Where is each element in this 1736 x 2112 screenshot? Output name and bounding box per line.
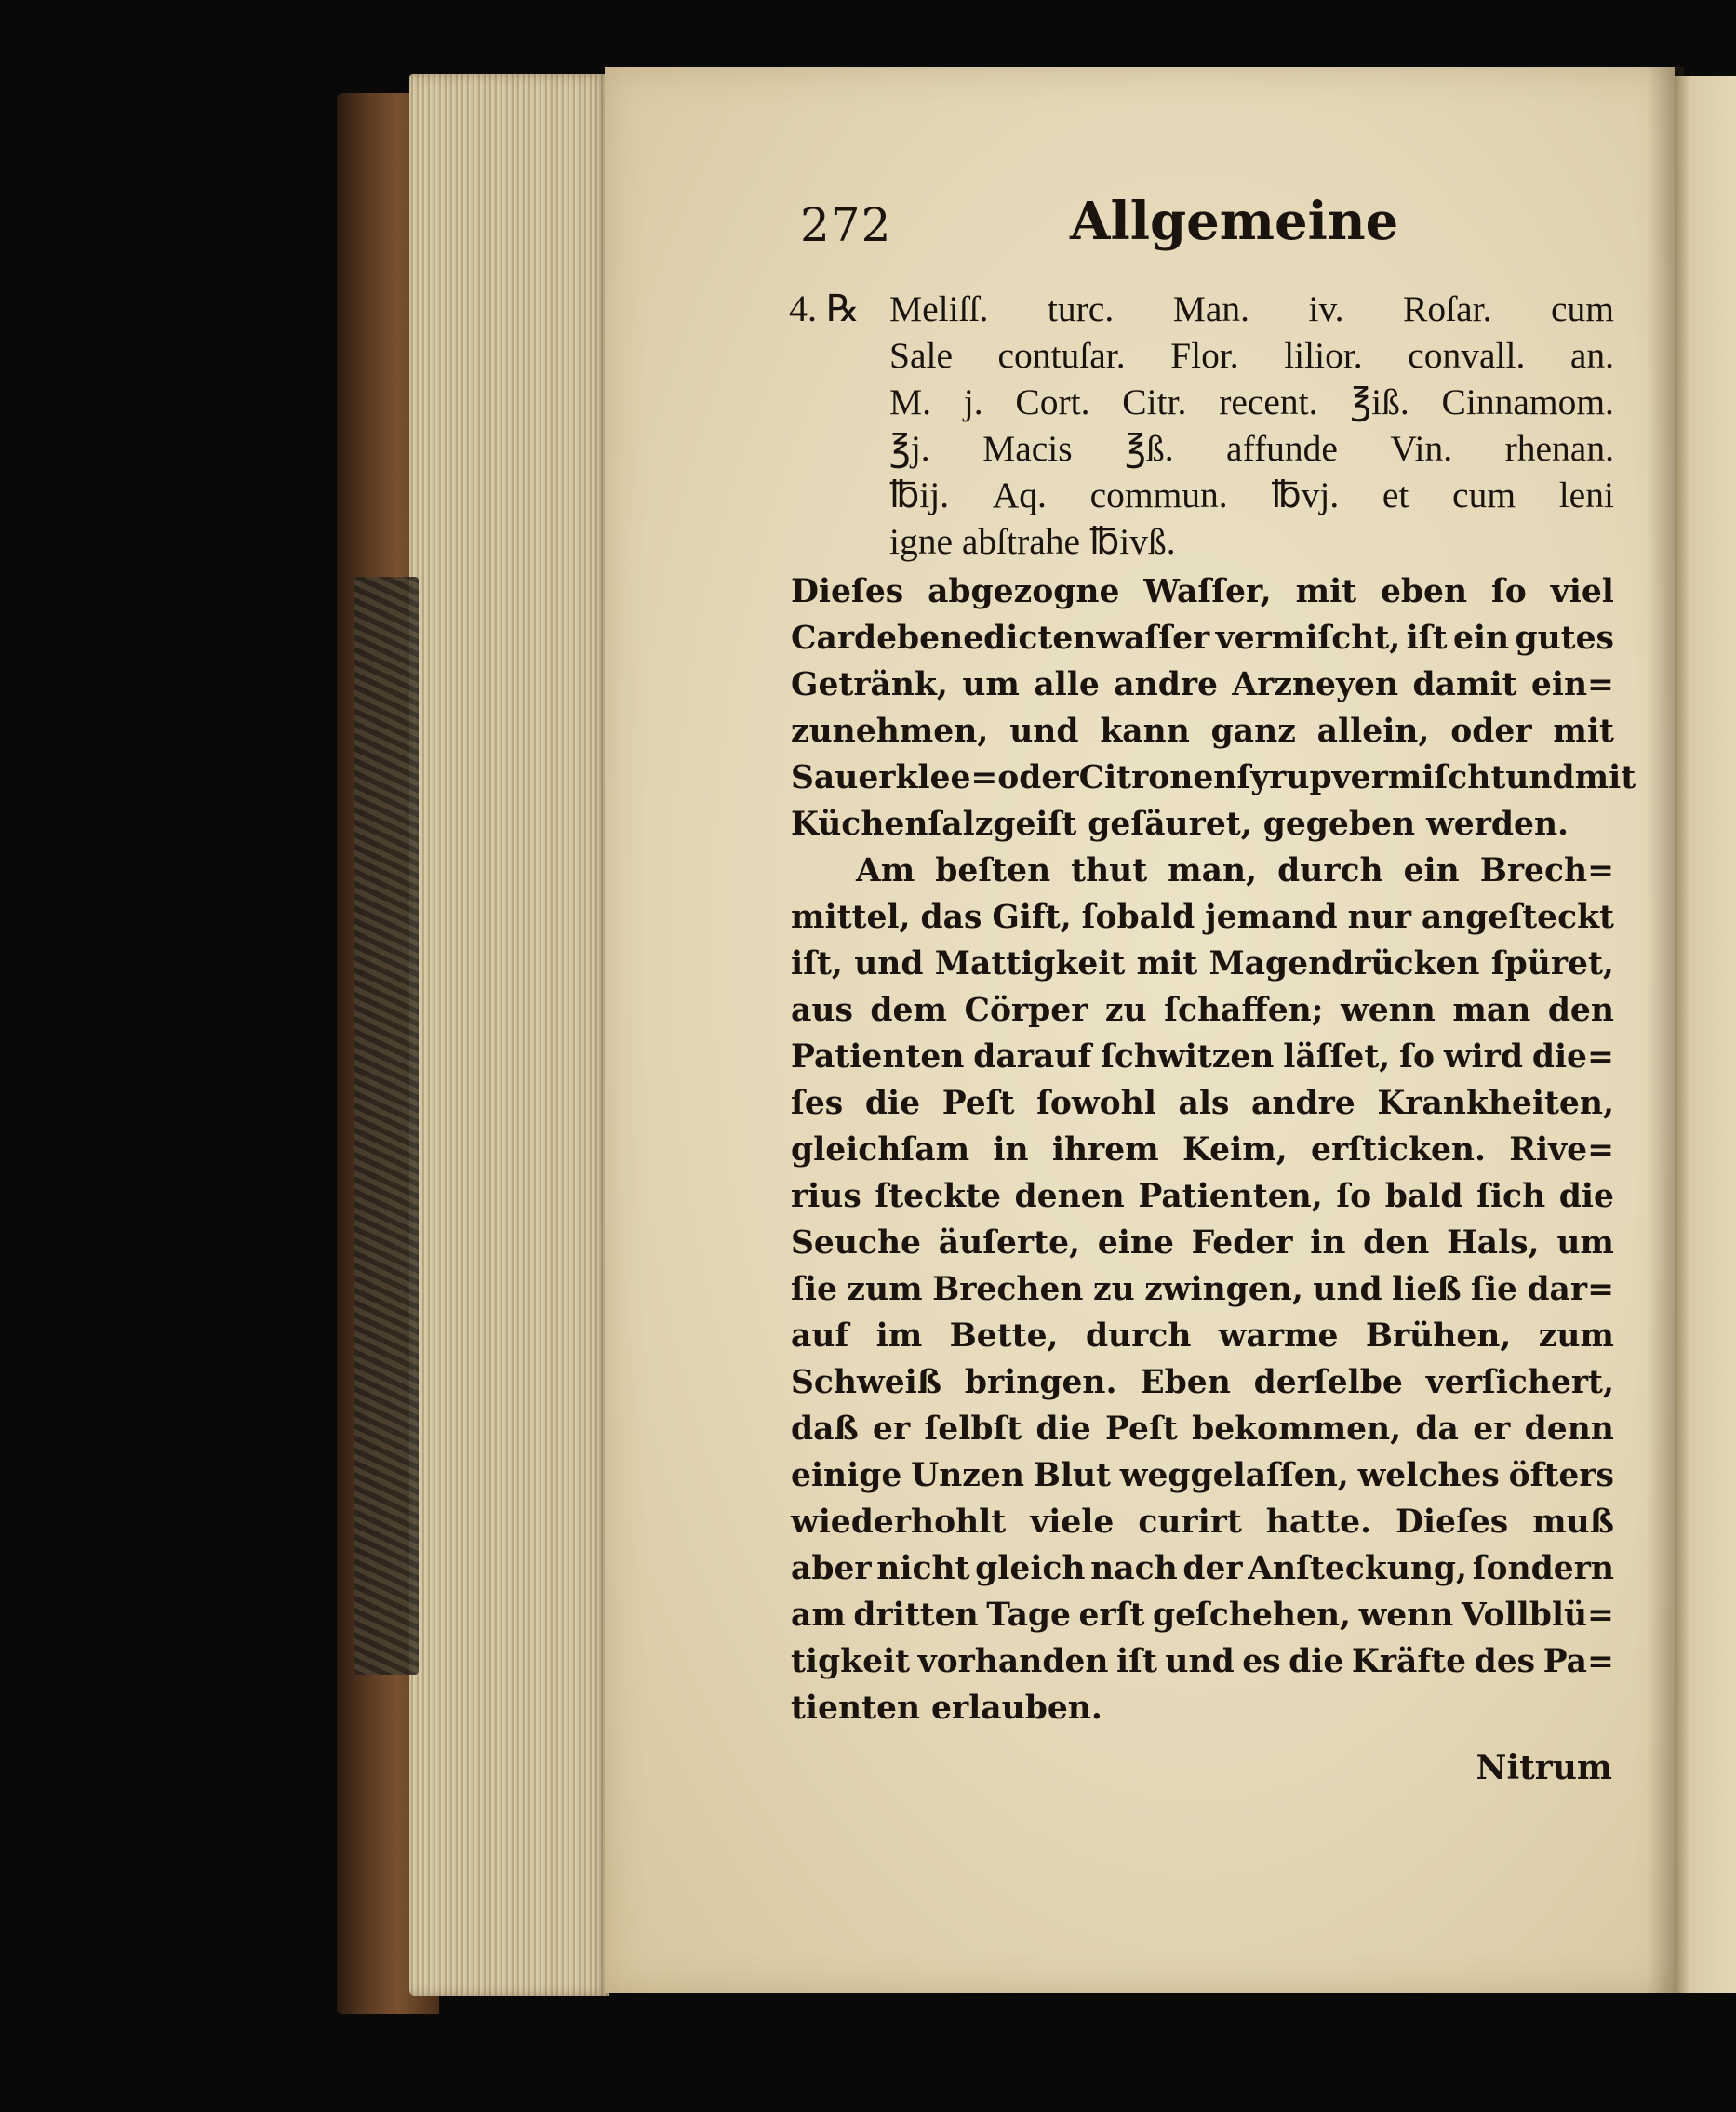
text-line: Sale contuſar. Flor. lilior. convall. an. — [889, 335, 1614, 376]
text-line: M. j. Cort. Citr. recent. ℥iß. Cinnamom. — [889, 381, 1614, 422]
text-line: tienten erlauben. — [791, 1690, 1102, 1727]
text-line: einige Unzen Blut weggelaſſen, welches öfters — [791, 1457, 1614, 1494]
text-line: Cardebenedictenwaſſer vermiſcht, iſt ein gutes — [791, 620, 1614, 657]
text-line: am dritten Tage erſt geſchehen, wenn Vollblü= — [791, 1597, 1614, 1634]
text-line: aber nicht gleich nach der Anſteckung, ſondern — [791, 1550, 1614, 1587]
text-line: Schweiß bringen. Eben derſelbe verſichert, — [791, 1364, 1614, 1401]
text-line: auf im Bette, durch warme Brühen, zum — [791, 1317, 1614, 1355]
text-line: ſes die Peſt ſowohl als andre Krankheiten, — [791, 1085, 1614, 1122]
text-line: Sauerklee= oder Citronenſyrup vermiſcht und mit — [791, 759, 1636, 796]
text-line: rius ſteckte denen Patienten, ſo bald ſich die — [791, 1178, 1614, 1215]
text-line: Dieſes abgezogne Waſſer, mit eben ſo viel — [791, 573, 1614, 610]
text-line: Seuche äuſerte, eine Feder in den Hals, um — [791, 1224, 1614, 1262]
text-line: Am beſten thut man, durch ein Brech= — [856, 852, 1614, 889]
recipe-block — [791, 286, 1614, 565]
text-line: tigkeit vorhanden iſt und es die Kräfte des Pa= — [791, 1643, 1614, 1680]
page-edges — [409, 74, 609, 1996]
page-number: 272 — [800, 198, 892, 252]
text-line: mittel, das Gift, ſobald jemand nur angeſteckt — [791, 899, 1614, 936]
page-header — [791, 191, 1614, 265]
text-line: ℔ij. Aq. commun. ℔vj. et cum leni — [889, 475, 1614, 515]
text-line: iſt, und Mattigkeit mit Magendrücken ſpüret, — [791, 945, 1614, 982]
text-line: ℥j. Macis ℥ß. affunde Vin. rhenan. — [889, 428, 1614, 469]
text-line: ſie zum Brechen zu zwingen, und ließ ſie dar= — [791, 1271, 1614, 1308]
text-line: zunehmen, und kann ganz allein, oder mit — [791, 713, 1614, 750]
facing-page-edge — [1675, 76, 1736, 1993]
text-line: daß er ſelbſt die Peſt bekommen, da er denn — [791, 1410, 1614, 1448]
text-line: wiederhohlt viele curirt hatte. Dieſes muß — [791, 1504, 1614, 1541]
text-line: Meliſſ. turc. Man. iv. Roſar. cum — [889, 288, 1614, 329]
recipe-lines — [889, 286, 1614, 565]
running-head: Allgemeine — [1070, 191, 1399, 252]
text-line: Getränk, um alle andre Arzneyen damit ein= — [791, 666, 1614, 703]
text-line: aus dem Cörper zu ſchaffen; wenn man den — [791, 992, 1614, 1029]
page-text — [789, 191, 1636, 1787]
text-line: igne abſtrahe ℔ivß. — [889, 521, 1176, 562]
text-line: Küchenſalzgeiſt geſäuret, gegeben werden. — [791, 806, 1569, 843]
text-line: Patienten darauf ſchwitzen läſſet, ſo wird die= — [791, 1038, 1614, 1076]
marbled-cover — [354, 577, 419, 1675]
text-line: gleichſam in ihrem Keim, erſticken. Rive= — [791, 1131, 1614, 1169]
recipe-marker: 4. ℞ — [789, 287, 860, 329]
catchword: Nitrum — [1476, 1748, 1612, 1787]
body-text — [791, 568, 1636, 1731]
